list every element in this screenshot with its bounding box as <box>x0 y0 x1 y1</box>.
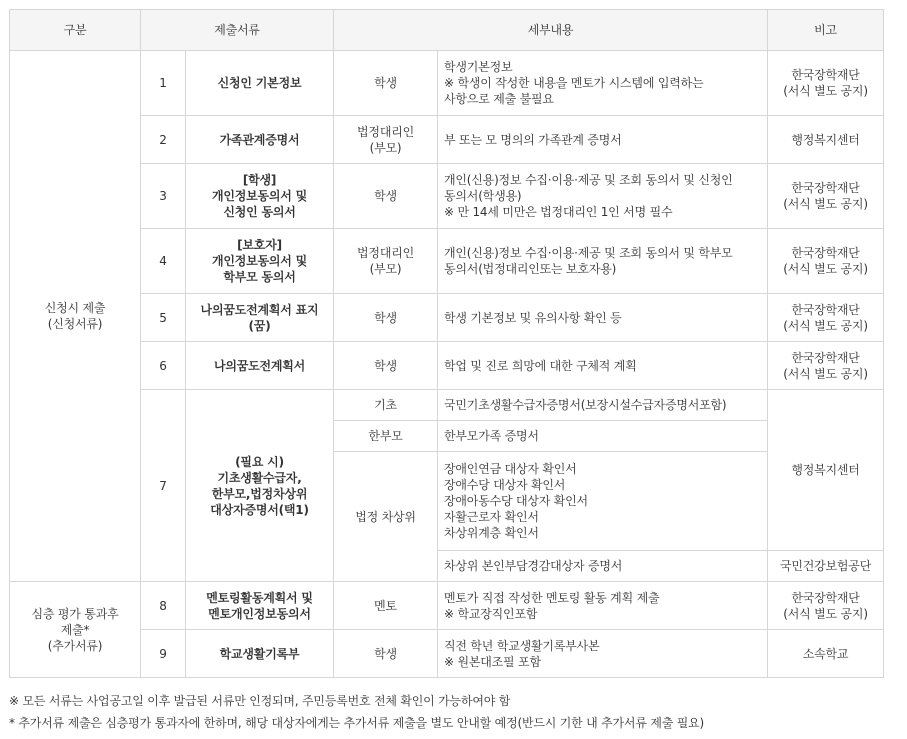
group-label: 제출* <box>60 622 90 637</box>
remark: 한국장학재단 (서식 별도 공지) <box>768 582 884 630</box>
submitter: 학생 <box>334 294 438 342</box>
documents-table <box>9 9 884 678</box>
submitter: 학생 <box>334 630 438 678</box>
submitter: 한부모 <box>334 421 438 452</box>
submitter: 학생 <box>334 342 438 390</box>
row-number: 8 <box>141 582 186 630</box>
submitter: 학생 <box>334 51 438 116</box>
document-name: 나의꿈도전계획서 표지 (꿈) <box>186 294 334 342</box>
group-label: 심층 평가 통과후 <box>31 606 119 621</box>
table-row <box>10 630 884 678</box>
document-name: [보호자] 개인정보동의서 및 학부모 동의서 <box>186 229 334 294</box>
detail: 차상위 본인부담경감대상자 증명서 <box>438 551 768 582</box>
row-number: 3 <box>141 164 186 229</box>
submitter: 법정대리인 (부모) <box>334 116 438 164</box>
detail: 개인(신용)정보 수집·이용·제공 및 조회 동의서 및 신청인 동의서(학생용) ※ 만 14세 미만은 법정대리인 1인 서명 필수 <box>438 164 768 229</box>
row-number: 4 <box>141 229 186 294</box>
detail: 개인(신용)정보 수집·이용·제공 및 조회 동의서 및 학부모 동의서(법정대리인또는 보호자용) <box>438 229 768 294</box>
row-number: 2 <box>141 116 186 164</box>
row-number: 5 <box>141 294 186 342</box>
group-apply <box>10 51 141 582</box>
document-name: 나의꿈도전계획서 <box>186 342 334 390</box>
remark: 한국장학재단 (서식 별도 공지) <box>768 294 884 342</box>
detail: 국민기초생활수급자증명서(보장시설수급자증명서포함) <box>438 390 768 421</box>
remark: 행정복지센터 <box>768 390 884 551</box>
table-header-row <box>10 10 884 51</box>
remark: 행정복지센터 <box>768 116 884 164</box>
submitter: 학생 <box>334 164 438 229</box>
header-category: 구분 <box>10 10 141 51</box>
group-label: 신청시 제출 <box>44 301 106 315</box>
table-row <box>10 390 884 421</box>
footnote: ※ 모든 서류는 사업공고일 이후 발급된 서류만 인정되며, 주민등록번호 전체 확인이 가능하여야 함 <box>9 694 511 708</box>
detail: 장애인연금 대상자 확인서 장애수당 대상자 확인서 장애아동수당 대상자 확인서 자활근로자 확인서 차상위계층 확인서 <box>438 452 768 551</box>
remark: 한국장학재단 (서식 별도 공지) <box>768 164 884 229</box>
group-extra <box>10 582 141 678</box>
remark: 소속학교 <box>768 630 884 678</box>
table-row <box>10 342 884 390</box>
row-number: 7 <box>141 390 186 582</box>
group-label: (추가서류) <box>47 638 103 653</box>
document-name: [학생] 개인정보동의서 및 신청인 동의서 <box>186 164 334 229</box>
submitter: 멘토 <box>334 582 438 630</box>
footnotes <box>9 690 899 734</box>
header-details: 세부내용 <box>334 10 768 51</box>
document-name: 멘토링활동계획서 및 멘토개인정보동의서 <box>186 582 334 630</box>
table-row <box>10 164 884 229</box>
table-row <box>10 116 884 164</box>
document-name: 가족관계증명서 <box>186 116 334 164</box>
remark: 한국장학재단 (서식 별도 공지) <box>768 229 884 294</box>
table-row <box>10 582 884 630</box>
group-label: (신청서류) <box>47 317 103 331</box>
row-number: 1 <box>141 51 186 116</box>
table-row <box>10 51 884 116</box>
table-row <box>10 229 884 294</box>
header-remarks: 비고 <box>768 10 884 51</box>
detail: 한부모가족 증명서 <box>438 421 768 452</box>
detail: 학생 기본정보 및 유의사항 확인 등 <box>438 294 768 342</box>
submitter: 기초 <box>334 390 438 421</box>
detail: 직전 학년 학교생활기록부사본 ※ 원본대조필 포함 <box>438 630 768 678</box>
row-number: 9 <box>141 630 186 678</box>
table-row <box>10 294 884 342</box>
remark: 국민건강보험공단 <box>768 551 884 582</box>
header-documents: 제출서류 <box>141 10 334 51</box>
submitter: 법정 차상위 <box>334 452 438 582</box>
row-number: 6 <box>141 342 186 390</box>
document-name: 학교생활기록부 <box>186 630 334 678</box>
detail: 학업 및 진로 희망에 대한 구체적 계획 <box>438 342 768 390</box>
detail: 학생기본정보 ※ 학생이 작성한 내용을 멘토가 시스템에 입력하는 사항으로 제출 불필요 <box>438 51 768 116</box>
footnote: * 추가서류 제출은 심층평가 통과자에 한하며, 해당 대상자에게는 추가서류 제출을 별도 안내할 예정(반드시 기한 내 추가서류 제출 필요) <box>9 716 704 730</box>
remark: 한국장학재단 (서식 별도 공지) <box>768 342 884 390</box>
document-name: 신청인 기본정보 <box>186 51 334 116</box>
submitter: 법정대리인 (부모) <box>334 229 438 294</box>
detail: 부 또는 모 명의의 가족관계 증명서 <box>438 116 768 164</box>
remark: 한국장학재단 (서식 별도 공지) <box>768 51 884 116</box>
detail: 멘토가 직접 작성한 멘토링 활동 계획 제출 ※ 학교장직인포함 <box>438 582 768 630</box>
document-name: (필요 시) 기초생활수급자, 한부모,법정차상위 대상자증명서(택1) <box>186 390 334 582</box>
